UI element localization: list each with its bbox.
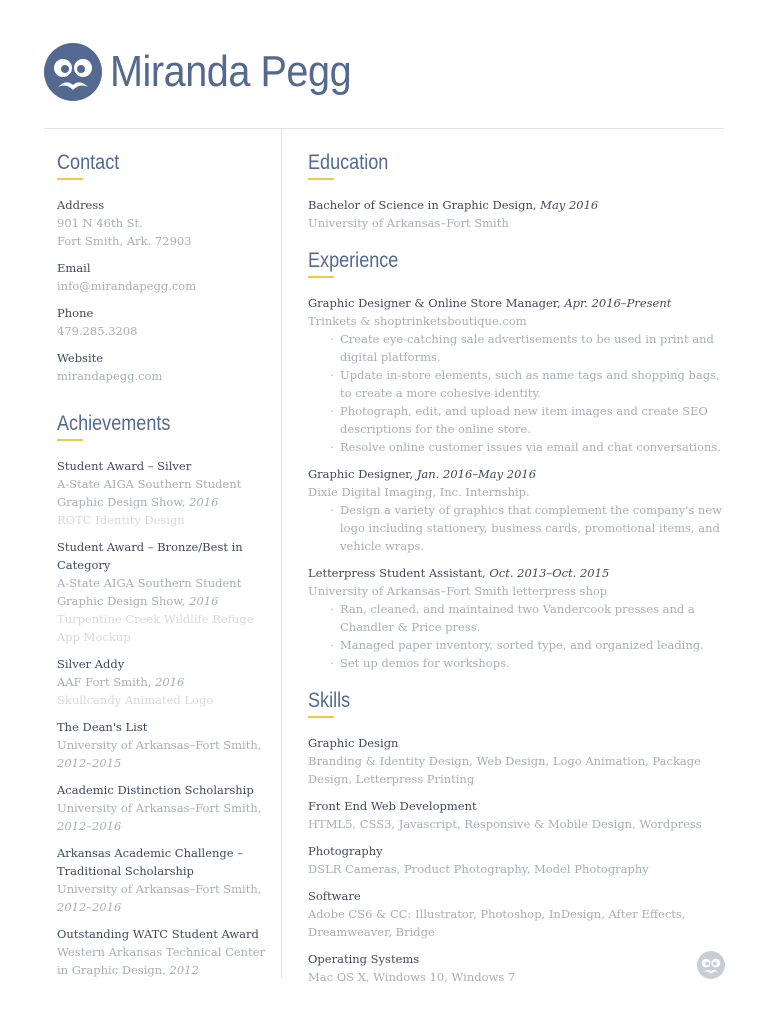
skill-value: HTML5, CSS3, Javascript, Responsive & Mobile Design, Wordpress: [308, 817, 702, 831]
job-role: Graphic Designer & Online Store Manager,: [308, 296, 561, 310]
achievement-year: 2012–2016: [57, 900, 122, 914]
skill-value: Mac OS X, Windows 10, Windows 7: [308, 970, 516, 984]
job-entry: [308, 294, 728, 456]
achievement-title: Arkansas Academic Challenge –Traditional Scholarship: [57, 846, 243, 878]
achievement-detail: [57, 943, 267, 979]
degree-line: [308, 196, 728, 214]
achievement-source: A-State AIGA Southern Student Graphic Design Show,: [57, 477, 242, 509]
achievement-item: [57, 925, 267, 979]
achievement-title: The Dean's List: [57, 720, 148, 734]
achievement-item: [57, 655, 267, 709]
achievement-project: Turpentine Creek Wildlife Refuge App Mockup: [57, 612, 254, 644]
phone-label: Phone: [57, 306, 94, 320]
website-label: Website: [57, 351, 104, 365]
achievement-source: University of Arkansas–Fort Smith,: [57, 738, 262, 752]
email-label: Email: [57, 261, 91, 275]
achievement-year: 2016: [189, 495, 219, 509]
skill-label: Software: [308, 889, 361, 903]
job-bullet: · Update in-store elements, such as name tags and shopping bags, to create a more cohesive identity.: [330, 366, 728, 402]
achievement-item: [57, 781, 267, 835]
job-dates: Jan. 2016–May 2016: [416, 467, 537, 481]
heading-underline: [308, 716, 334, 718]
skill-group: [308, 797, 728, 833]
address-label: Address: [57, 198, 105, 212]
achievement-title: Student Award – Bronze/Best in Category: [57, 540, 243, 572]
achievement-source: University of Arkansas–Fort Smith,: [57, 882, 262, 896]
job-role: Graphic Designer,: [308, 467, 414, 481]
experience-heading: Experience: [308, 249, 399, 272]
phone-value: 479.285.3208: [57, 324, 138, 338]
achievement-detail: [57, 799, 267, 835]
skill-value: Branding & Identity Design, Web Design, Logo Animation, Package Design, Letterpress Printing: [308, 754, 701, 786]
job-company: Dixie Digital Imaging, Inc. Internship.: [308, 485, 530, 499]
left-column: [57, 150, 267, 979]
skill-label: Front End Web Development: [308, 799, 477, 813]
email-block: [57, 259, 267, 295]
job-heading: [308, 294, 728, 312]
website-block: [57, 349, 267, 385]
heading-underline: [308, 178, 334, 180]
job-entry: [308, 564, 728, 672]
skill-value: DSLR Cameras, Product Photography, Model Photography: [308, 862, 649, 876]
job-heading: [308, 564, 728, 582]
skill-label: Operating Systems: [308, 952, 420, 966]
achievements-section: [57, 457, 267, 979]
owl-icon: [697, 951, 725, 979]
achievement-item: [57, 538, 267, 646]
website-link[interactable]: mirandapegg.com: [57, 369, 163, 383]
skill-group: [308, 887, 728, 941]
email-link[interactable]: info@mirandapegg.com: [57, 279, 197, 293]
contact-heading: Contact: [57, 151, 120, 174]
education-section: [308, 196, 728, 232]
achievement-year: 2016: [155, 675, 185, 689]
achievement-title: Student Award – Silver: [57, 459, 192, 473]
job-bullet: · Managed paper inventory, sorted type, and organized leading.: [330, 636, 728, 654]
resume-header: [44, 40, 378, 104]
school-name: University of Arkansas–Fort Smith: [308, 216, 509, 230]
job-heading: [308, 465, 728, 483]
header-divider: [44, 128, 724, 129]
skills-section: [308, 734, 728, 986]
achievements-heading: Achievements: [57, 412, 171, 435]
achievement-year: 2012–2015: [57, 756, 122, 770]
achievement-project: ROTC Identity Design: [57, 513, 185, 527]
degree-date: May 2016: [540, 198, 599, 212]
achievement-detail: [57, 574, 267, 610]
achievement-detail: [57, 673, 267, 691]
job-bullet: · Photograph, edit, and upload new item images and create SEO descriptions for the online store.: [330, 402, 728, 438]
job-role: Letterpress Student Assistant,: [308, 566, 486, 580]
achievement-detail: [57, 880, 267, 916]
job-bullets: [308, 330, 728, 456]
achievement-project: Skullcandy Animated Logo: [57, 693, 214, 707]
achievement-source: A-State AIGA Southern Student Graphic Design Show,: [57, 576, 242, 608]
achievement-source: University of Arkansas–Fort Smith,: [57, 801, 262, 815]
skill-group: [308, 950, 728, 986]
address-block: [57, 196, 267, 250]
achievement-title: Silver Addy: [57, 657, 125, 671]
achievement-source: Western Arkansas Technical Center in Graphic Design,: [57, 945, 266, 977]
achievement-source: AAF Fort Smith,: [57, 675, 152, 689]
job-dates: Apr. 2016–Present: [564, 296, 672, 310]
skill-group: [308, 734, 728, 788]
achievement-item: [57, 844, 267, 916]
achievement-item: [57, 718, 267, 772]
achievement-year: 2012–2016: [57, 819, 122, 833]
address-line-2: Fort Smith, Ark. 72903: [57, 234, 192, 248]
heading-underline: [57, 439, 83, 441]
achievement-item: [57, 457, 267, 529]
right-column: [308, 150, 728, 986]
achievement-year: 2012: [169, 963, 199, 977]
job-bullets: [308, 600, 728, 672]
education-entry: [308, 196, 728, 232]
skill-label: Graphic Design: [308, 736, 399, 750]
job-company: Trinkets & shoptrinketsboutique.com: [308, 314, 527, 328]
column-divider: [281, 128, 282, 978]
achievement-year: 2016: [189, 594, 219, 608]
heading-underline: [57, 178, 83, 180]
job-dates: Oct. 2013–Oct. 2015: [489, 566, 610, 580]
experience-section: [308, 294, 728, 672]
skills-heading: Skills: [308, 689, 351, 712]
job-company: University of Arkansas–Fort Smith letterpress shop: [308, 584, 608, 598]
phone-block: [57, 304, 267, 340]
job-bullet: · Set up demos for workshops.: [330, 654, 728, 672]
heading-underline: [308, 276, 334, 278]
achievement-detail: [57, 736, 267, 772]
job-bullet: · Create eye-catching sale advertisements to be used in print and digital platforms.: [330, 330, 728, 366]
page-title: Miranda Pegg: [110, 47, 352, 96]
achievement-title: Academic Distinction Scholarship: [57, 783, 254, 797]
job-bullet: · Resolve online customer issues via email and chat conversations.: [330, 438, 728, 456]
skill-label: Photography: [308, 844, 383, 858]
achievement-detail: [57, 475, 267, 511]
address-line-1: 901 N 46th St.: [57, 216, 143, 230]
skill-group: [308, 842, 728, 878]
job-bullet: · Design a variety of graphics that complement the company's new logo including stationery, business cards, promotional items, and vehicle wraps.: [330, 501, 728, 555]
job-bullet: · Ran, cleaned, and maintained two Vandercook presses and a Chandler & Price press.: [330, 600, 728, 636]
job-bullets: [308, 501, 728, 555]
achievement-title: Outstanding WATC Student Award: [57, 927, 259, 941]
contact-section: [57, 196, 267, 385]
skill-value: Adobe CS6 & CC: Illustrator, Photoshop, InDesign, After Effects, Dreamweaver, Bridge: [308, 907, 686, 939]
owl-logo-icon: [44, 43, 102, 101]
degree-name: Bachelor of Science in Graphic Design,: [308, 198, 537, 212]
education-heading: Education: [308, 151, 389, 174]
job-entry: [308, 465, 728, 555]
